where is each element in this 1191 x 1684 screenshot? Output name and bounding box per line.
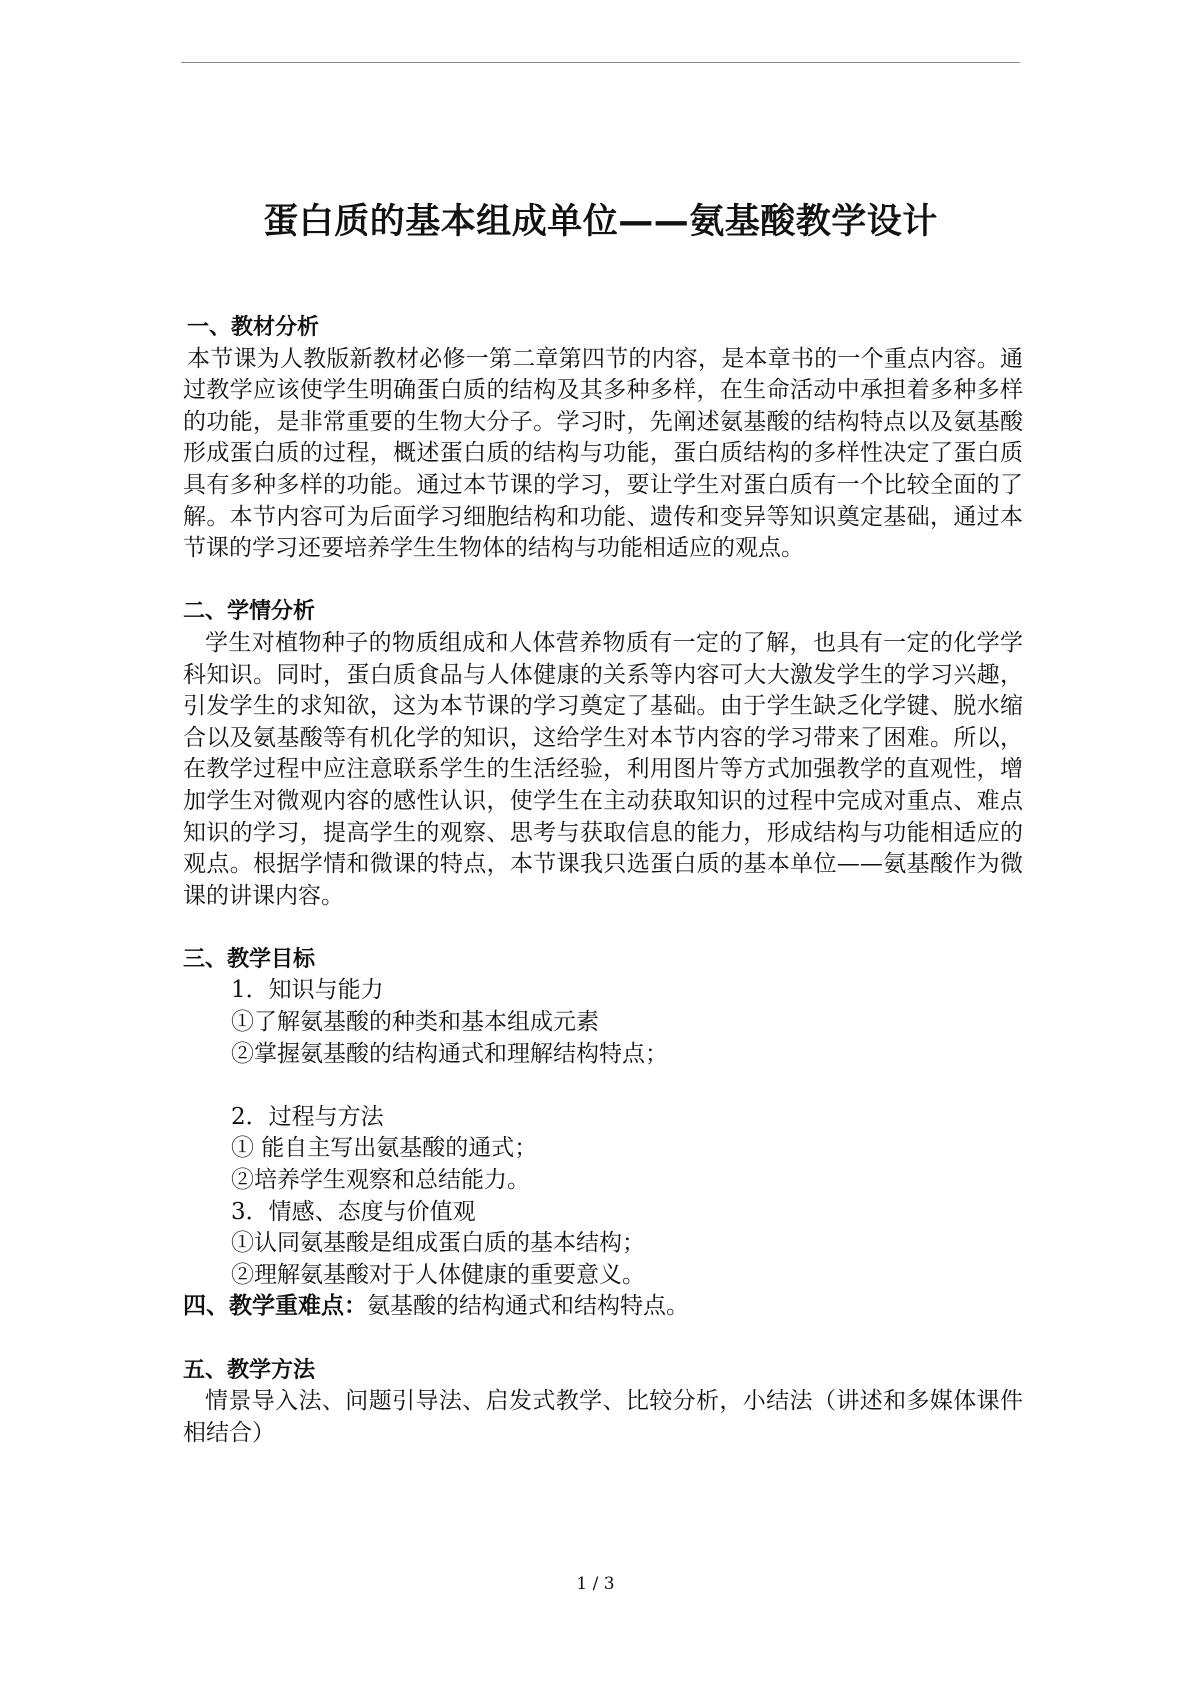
goal-item: ① 能自主写出氨基酸的通式； — [231, 1135, 538, 1162]
goal-item: ②掌握氨基酸的结构通式和理解结构特点； — [231, 1040, 668, 1067]
section-heading-textbook-analysis: 一、教材分析 — [187, 315, 320, 340]
document-body — [183, 312, 1023, 1449]
section-heading-student-analysis: 二、学情分析 — [183, 599, 316, 625]
key-points-text: 氨基酸的结构通式和结构特点。 — [367, 1293, 689, 1320]
section-heading-key-points: 四、教学重难点： — [183, 1293, 367, 1320]
spacer — [183, 1070, 1023, 1102]
goal-item — [183, 1007, 1023, 1039]
section-paragraph-textbook-analysis: 本节课为人教版新教材必修一第二章第四节的内容，是本章书的一个重点内容。通过教学应该使学生明确蛋白质的结构及其多种多样，在生命活动中承担着多种多样的功能，是非常重要的生物大分子。学习时，先阐述氨基酸的结构特点以及氨基酸形成蛋白质的过程，概述蛋白质的结构与功能，蛋白质结构的多样性决定了蛋白质具有多种多样的功能。通过本节课的学习，要让学生对蛋白质有一个比较全面的了解。本节内容可为后面学习细胞结构和功能、遗传和变异等知识奠定基础，通过本节课的学习还要培养学生生物体的结构与功能相适应的观点。 — [183, 345, 1023, 562]
page-number: 1 / 3 — [576, 1574, 615, 1594]
section-paragraph-student-analysis: 学生对植物种子的物质组成和人体营养物质有一定的了解，也具有一定的化学学科知识。同时，蛋白质食品与人体健康的关系等内容可大大激发学生的学习兴趣，引发学生的求知欲，这为本节课的学习奠定了基础。由于学生缺乏化学键、脱水缩合以及氨基酸等有机化学的知识，这给学生对本节内容的学习带来了困难。所以，在教学过程中应注意联系学生的生活经验，利用图片等方式加强教学的直观性，增加学生对微观内容的感性认识，使学生在主动获取知识的过程中完成对重点、难点知识的学习，提高学生的观察、思考与获取信息的能力，形成结构与功能相适应的观点。根据学情和微课的特点，本节课我只选蛋白质的基本单位——氨基酸作为微课的讲课内容。 — [183, 629, 1023, 909]
header-rule — [181, 62, 1020, 63]
goal-item-text: ①了解氨基酸的种类和 — [231, 1009, 461, 1036]
section-key-points — [183, 1291, 1023, 1323]
goal-group-title-knowledge: 1．知识与能力 — [231, 977, 384, 1004]
spacer — [183, 565, 1023, 597]
goal-item: ②培养学生观察和总结能力。 — [231, 1167, 530, 1194]
document-title: 蛋白质的基本组成单位——氨基酸教学设计 — [263, 202, 938, 242]
goal-group-title-attitude: 3．情感、态度与价值观 — [231, 1198, 476, 1225]
goal-item: ①认同氨基酸是组成蛋白质的基本结构； — [231, 1230, 645, 1257]
goal-item-text-emphasis: 基本组成元素 — [461, 1009, 599, 1036]
spacer — [183, 1323, 1023, 1355]
section-heading-teaching-goals: 三、教学目标 — [183, 946, 316, 972]
section-heading-teaching-methods: 五、教学方法 — [183, 1357, 316, 1383]
goal-item: ②理解氨基酸对于人体健康的重要意义。 — [231, 1261, 645, 1288]
spacer — [183, 912, 1023, 944]
section-paragraph-teaching-methods: 情景导入法、问题引导法、启发式教学、比较分析，小结法（讲述和多媒体课件相结合） — [183, 1388, 1023, 1446]
goal-group-title-process: 2．过程与方法 — [231, 1103, 384, 1130]
